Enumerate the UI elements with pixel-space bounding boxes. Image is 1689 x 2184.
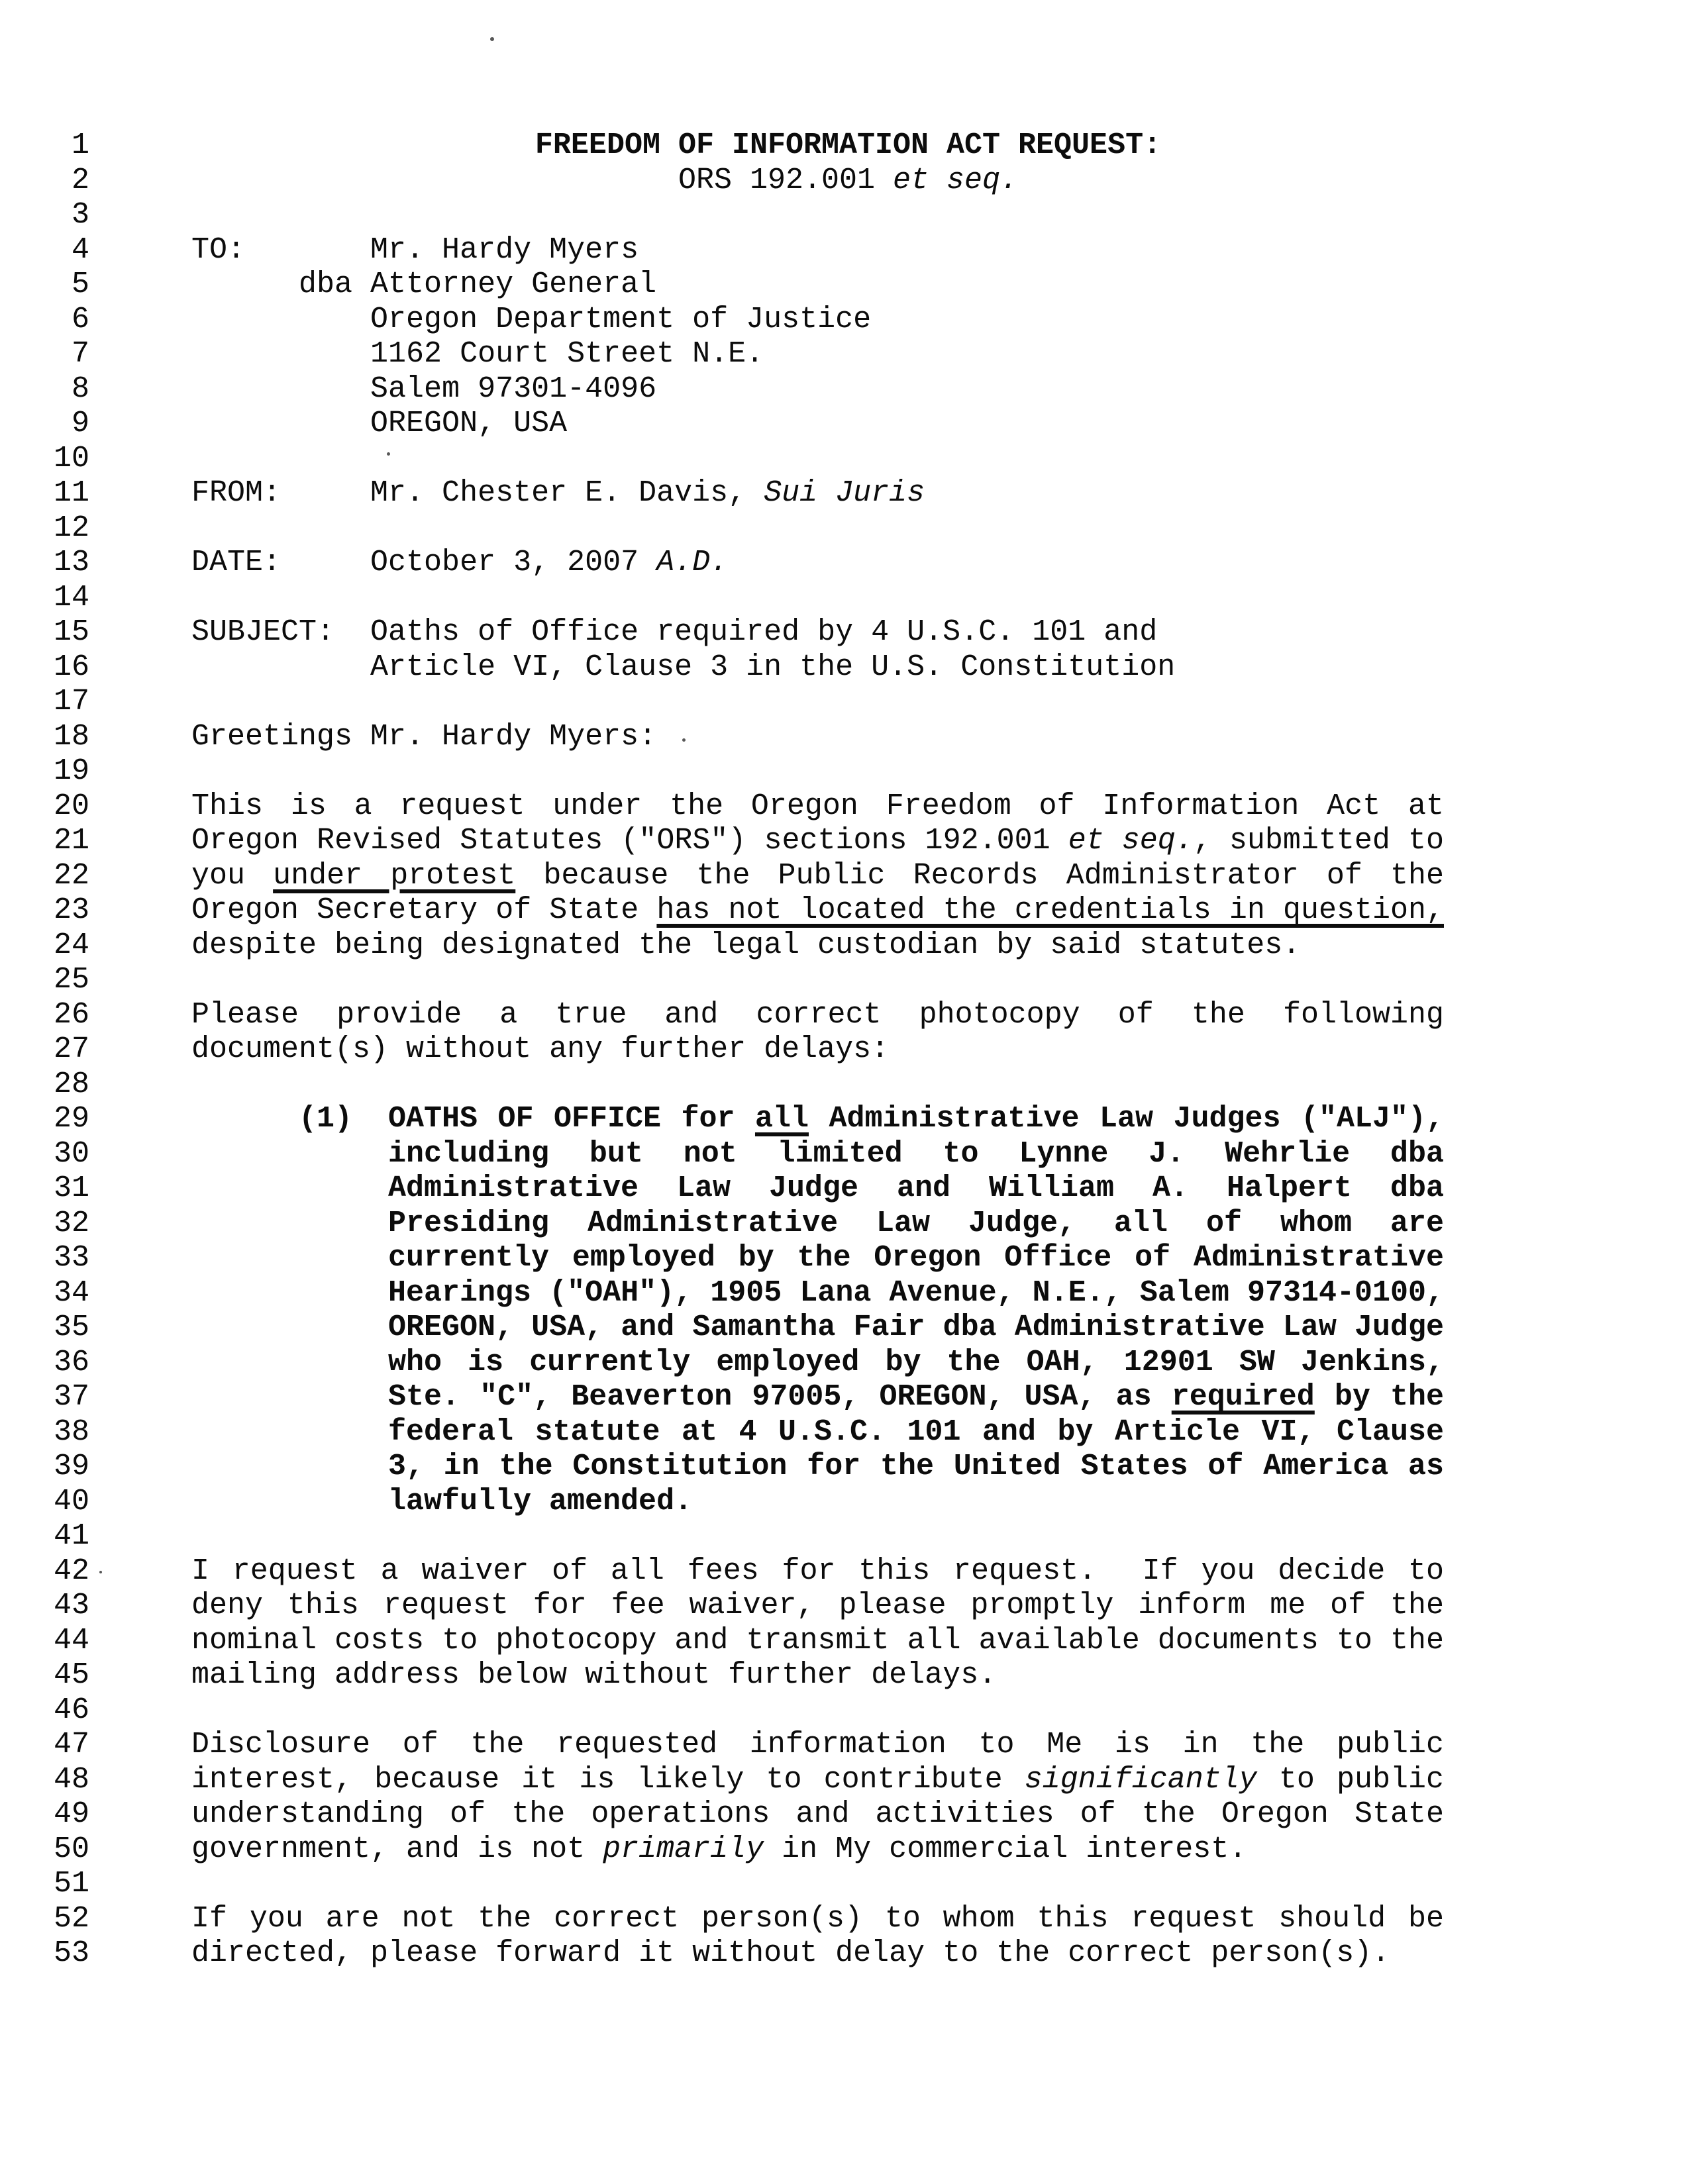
- line-text: [191, 1763, 1444, 1797]
- line-number: 47: [53, 1728, 89, 1762]
- text-segment: OREGON, USA, and Samantha Fair dba Administrative Law Judge: [388, 1311, 1444, 1344]
- line-text: [388, 1137, 1444, 1171]
- text-segment: all: [754, 1102, 809, 1136]
- line-text: [191, 650, 1444, 685]
- line-number: 46: [53, 1693, 89, 1727]
- document-line: [0, 1450, 1689, 1485]
- document-line: [0, 1171, 1689, 1207]
- line-text: [388, 1207, 1444, 1241]
- text-segment: If you are not the correct person(s) to whom this request should be: [191, 1901, 1444, 1936]
- text-segment: TO: Mr. Hardy Myers: [191, 232, 639, 267]
- line-number: 9: [71, 407, 89, 440]
- line-text: [388, 1415, 1444, 1450]
- line-text: [388, 1450, 1444, 1484]
- line-text: [191, 303, 1444, 337]
- line-number: 36: [53, 1345, 89, 1379]
- line-number: 41: [53, 1519, 89, 1553]
- line-text: [191, 824, 1444, 858]
- line-number: 52: [53, 1901, 89, 1936]
- text-segment: Salem 97301-4096: [191, 372, 657, 406]
- line-number: 14: [53, 580, 89, 615]
- line-number: 16: [53, 650, 89, 684]
- line-number: 10: [53, 441, 89, 475]
- text-segment: FREEDOM OF INFORMATION ACT REQUEST:: [535, 128, 1162, 162]
- document-line: [0, 1832, 1689, 1867]
- line-number: 23: [53, 893, 89, 927]
- text-segment: This is a request under the Oregon Freedom of Information Act at: [191, 789, 1444, 823]
- line-text: [388, 1241, 1444, 1275]
- document-line: [0, 1380, 1689, 1415]
- line-number: 35: [53, 1311, 89, 1344]
- line-number: 45: [53, 1658, 89, 1692]
- line-text: [388, 1276, 1444, 1311]
- document-line: [0, 1207, 1689, 1242]
- line-text: [191, 1032, 1444, 1067]
- line-number: 38: [53, 1415, 89, 1449]
- text-segment: document(s) without any further delays:: [191, 1032, 890, 1066]
- document-line: [0, 1102, 1689, 1137]
- text-segment: by the: [1314, 1380, 1444, 1414]
- text-segment: Ste. "C", Beaverton 97005, OREGON, USA, as: [388, 1380, 1172, 1414]
- document-line: [0, 998, 1689, 1033]
- line-text: [191, 337, 1444, 372]
- text-segment: primarily: [603, 1832, 764, 1866]
- document-line: [0, 407, 1689, 442]
- document-line: [0, 1137, 1689, 1172]
- line-number: 51: [53, 1867, 89, 1901]
- document-line: [0, 720, 1689, 755]
- document-line: [0, 893, 1689, 928]
- text-segment: 1162 Court Street N.E.: [191, 337, 764, 371]
- line-number: 31: [53, 1171, 89, 1205]
- scan-speck: [387, 452, 390, 456]
- line-number: 49: [53, 1797, 89, 1831]
- line-number: 1: [71, 128, 89, 162]
- text-segment: under protest: [273, 858, 516, 893]
- line-text: [191, 893, 1444, 928]
- text-segment: including but not limited to Lynne J. Wehrlie dba: [388, 1136, 1444, 1171]
- text-segment: Oregon Revised Statutes ("ORS") sections 192.001: [191, 824, 1068, 858]
- text-segment: Oregon Secretary of State: [191, 893, 657, 927]
- text-segment: who is currently employed by the OAH, 12901 SW Jenkins,: [388, 1345, 1444, 1379]
- text-segment: to public: [1256, 1762, 1444, 1797]
- line-text: [191, 1797, 1444, 1832]
- line-number: 19: [53, 754, 89, 788]
- line-number: 48: [53, 1762, 89, 1797]
- document-line: [0, 928, 1689, 964]
- text-segment: OREGON, USA: [191, 407, 568, 440]
- text-segment: directed, please forward it without delay to the correct person(s).: [191, 1936, 1390, 1970]
- line-number: 21: [53, 824, 89, 858]
- line-text: [191, 928, 1444, 963]
- text-segment: Disclosure of the requested information to Me is in the public: [191, 1728, 1444, 1762]
- line-text: [191, 1658, 1444, 1693]
- line-text: [388, 1346, 1444, 1380]
- text-segment: you: [191, 858, 274, 893]
- document-line: [0, 476, 1689, 511]
- line-number: 11: [53, 476, 89, 510]
- document-line: [0, 1311, 1689, 1346]
- document-line: [0, 1763, 1689, 1798]
- line-text: [222, 164, 1474, 198]
- line-number: 27: [53, 1032, 89, 1066]
- line-number: 13: [53, 546, 89, 579]
- document-line: [0, 1241, 1689, 1276]
- text-segment: Presiding Administrative Law Judge, all of whom are: [388, 1206, 1444, 1240]
- line-number: 22: [53, 858, 89, 893]
- line-text: [191, 268, 1444, 302]
- line-number: 33: [53, 1241, 89, 1275]
- line-text: [191, 1728, 1444, 1762]
- document-line: [0, 1728, 1689, 1763]
- document-line: [0, 1936, 1689, 1971]
- text-segment: currently employed by the Oregon Office of Administrative: [388, 1241, 1444, 1275]
- line-number: 37: [53, 1380, 89, 1414]
- text-segment: et seq.: [1068, 824, 1194, 858]
- line-text: [191, 1554, 1444, 1589]
- document-line: [0, 1554, 1689, 1589]
- text-segment: Sui Juris: [764, 476, 925, 510]
- line-number: 20: [53, 789, 89, 823]
- document-line: [0, 268, 1689, 303]
- document-line: [0, 1346, 1689, 1381]
- line-text: [191, 1589, 1444, 1623]
- document-line: [0, 511, 1689, 546]
- line-number: 32: [53, 1206, 89, 1240]
- line-number: 39: [53, 1450, 89, 1483]
- line-text: [191, 1936, 1444, 1971]
- document-line: [0, 1415, 1689, 1450]
- text-segment: in My commercial interest.: [764, 1832, 1247, 1866]
- line-number: 34: [53, 1275, 89, 1310]
- list-item-marker: (1): [299, 1102, 353, 1136]
- line-text: [191, 615, 1444, 650]
- document-line: [0, 685, 1689, 720]
- document-line: [0, 650, 1689, 685]
- document-line: [0, 1519, 1689, 1554]
- text-segment: has not located the credentials in question,: [656, 893, 1444, 927]
- text-segment: 3, in the Constitution for the United States of America as: [388, 1450, 1444, 1483]
- line-number: 8: [71, 372, 89, 406]
- document-line: [0, 615, 1689, 650]
- text-segment: OATHS OF OFFICE for: [388, 1102, 755, 1136]
- line-text: [388, 1485, 1444, 1519]
- text-segment: et seq.: [893, 163, 1019, 197]
- line-number: 28: [53, 1067, 89, 1101]
- text-segment: Administrative Law Judge and William A. Halpert dba: [388, 1171, 1444, 1205]
- line-text: [191, 859, 1444, 893]
- line-number: 42: [53, 1554, 89, 1588]
- text-segment: understanding of the operations and activities of the Oregon State: [191, 1797, 1444, 1831]
- text-segment: nominal costs to photocopy and transmit all available documents to the: [191, 1623, 1444, 1658]
- text-segment: significantly: [1024, 1762, 1257, 1797]
- text-segment: lawfully amended.: [388, 1484, 693, 1518]
- text-segment: I request a waiver of all fees for this request. If you decide to: [191, 1554, 1444, 1588]
- text-segment: Greetings Mr. Hardy Myers:: [191, 719, 657, 754]
- line-text: [191, 546, 1444, 580]
- text-segment: deny this request for fee waiver, please promptly inform me of the: [191, 1589, 1444, 1622]
- text-segment: government, and is not: [191, 1832, 603, 1866]
- text-segment: Oregon Department of Justice: [191, 302, 872, 336]
- line-text: [191, 789, 1444, 824]
- document-line: [0, 824, 1689, 859]
- line-text: [388, 1311, 1444, 1345]
- line-text: [191, 998, 1444, 1032]
- line-number: 53: [53, 1936, 89, 1970]
- line-text: [191, 1902, 1444, 1936]
- document-line: [0, 1658, 1689, 1693]
- line-number: 3: [71, 198, 89, 232]
- line-number: 7: [71, 337, 89, 371]
- line-text: [222, 128, 1474, 163]
- line-text: [191, 233, 1444, 268]
- document-line: [0, 1902, 1689, 1937]
- document-line: [0, 1276, 1689, 1311]
- line-text: [191, 1624, 1444, 1658]
- text-segment: federal statute at 4 U.S.C. 101 and by Article VI, Clause: [388, 1415, 1444, 1449]
- line-number: 12: [53, 511, 89, 545]
- text-segment: required: [1171, 1380, 1315, 1414]
- text-segment: DATE: October 3, 2007: [191, 546, 657, 579]
- text-segment: dba Attorney General: [191, 268, 657, 301]
- text-segment: despite being designated the legal custodian by said statutes.: [191, 928, 1301, 962]
- line-number: 29: [53, 1102, 89, 1136]
- line-number: 5: [71, 268, 89, 301]
- line-number: 4: [71, 232, 89, 267]
- document-line: [0, 372, 1689, 407]
- document-line: [0, 1624, 1689, 1659]
- line-number: 2: [71, 163, 89, 197]
- document-line: [0, 337, 1689, 372]
- line-text: [191, 372, 1444, 407]
- text-segment: Administrative Law Judges ("ALJ"),: [808, 1102, 1445, 1136]
- line-number: 25: [53, 963, 89, 997]
- line-number: 26: [53, 997, 89, 1032]
- line-text: [191, 1832, 1444, 1867]
- document-line: [0, 1797, 1689, 1832]
- document-line: [0, 581, 1689, 616]
- text-segment: because the Public Records Administrator of the: [515, 858, 1444, 893]
- text-segment: ORS 192.001: [678, 163, 894, 197]
- scan-speck: [490, 37, 494, 41]
- line-text: [388, 1171, 1444, 1206]
- line-number: 17: [53, 685, 89, 719]
- line-number: 50: [53, 1832, 89, 1866]
- text-segment: FROM: Mr. Chester E. Davis,: [191, 476, 764, 510]
- text-segment: interest, because it is likely to contribute: [191, 1762, 1025, 1797]
- document-line: [0, 1067, 1689, 1103]
- line-number: 24: [53, 928, 89, 962]
- document-line: [0, 1485, 1689, 1520]
- line-number: 6: [71, 302, 89, 336]
- document-line: [0, 164, 1689, 199]
- line-number: 18: [53, 719, 89, 754]
- document-line: [0, 1032, 1689, 1067]
- text-segment: Hearings ("OAH"), 1905 Lana Avenue, N.E., Salem 97314-0100,: [388, 1275, 1444, 1310]
- document-line: [0, 1693, 1689, 1728]
- line-number: 43: [53, 1589, 89, 1622]
- document-line: [0, 754, 1689, 789]
- line-number: 30: [53, 1136, 89, 1171]
- document-line: [0, 546, 1689, 581]
- line-text: [388, 1380, 1444, 1415]
- line-text: [388, 1102, 1444, 1136]
- line-number: 15: [53, 615, 89, 649]
- line-text: [191, 407, 1444, 441]
- document-line: [0, 233, 1689, 268]
- scan-speck: [682, 738, 686, 742]
- document-line: [0, 1867, 1689, 1902]
- line-text: [191, 476, 1444, 511]
- document-line: [0, 442, 1689, 477]
- document-line: [0, 303, 1689, 338]
- text-segment: Please provide a true and correct photocopy of the following: [191, 997, 1444, 1032]
- document-line: [0, 1589, 1689, 1624]
- line-number: 44: [53, 1623, 89, 1658]
- document-line: [0, 198, 1689, 233]
- document-line: [0, 859, 1689, 894]
- text-segment: A.D.: [656, 546, 729, 579]
- document-line: [0, 963, 1689, 998]
- document-line: [0, 789, 1689, 824]
- text-segment: , submitted to: [1193, 824, 1445, 858]
- line-number: 40: [53, 1484, 89, 1518]
- scan-speck: [99, 1571, 102, 1573]
- text-segment: SUBJECT: Oaths of Office required by 4 U.S.C. 101 and: [191, 615, 1158, 649]
- line-text: [191, 720, 1444, 754]
- document-line: [0, 128, 1689, 164]
- text-segment: Article VI, Clause 3 in the U.S. Constitution: [191, 650, 1176, 684]
- text-segment: mailing address below without further delays.: [191, 1658, 997, 1692]
